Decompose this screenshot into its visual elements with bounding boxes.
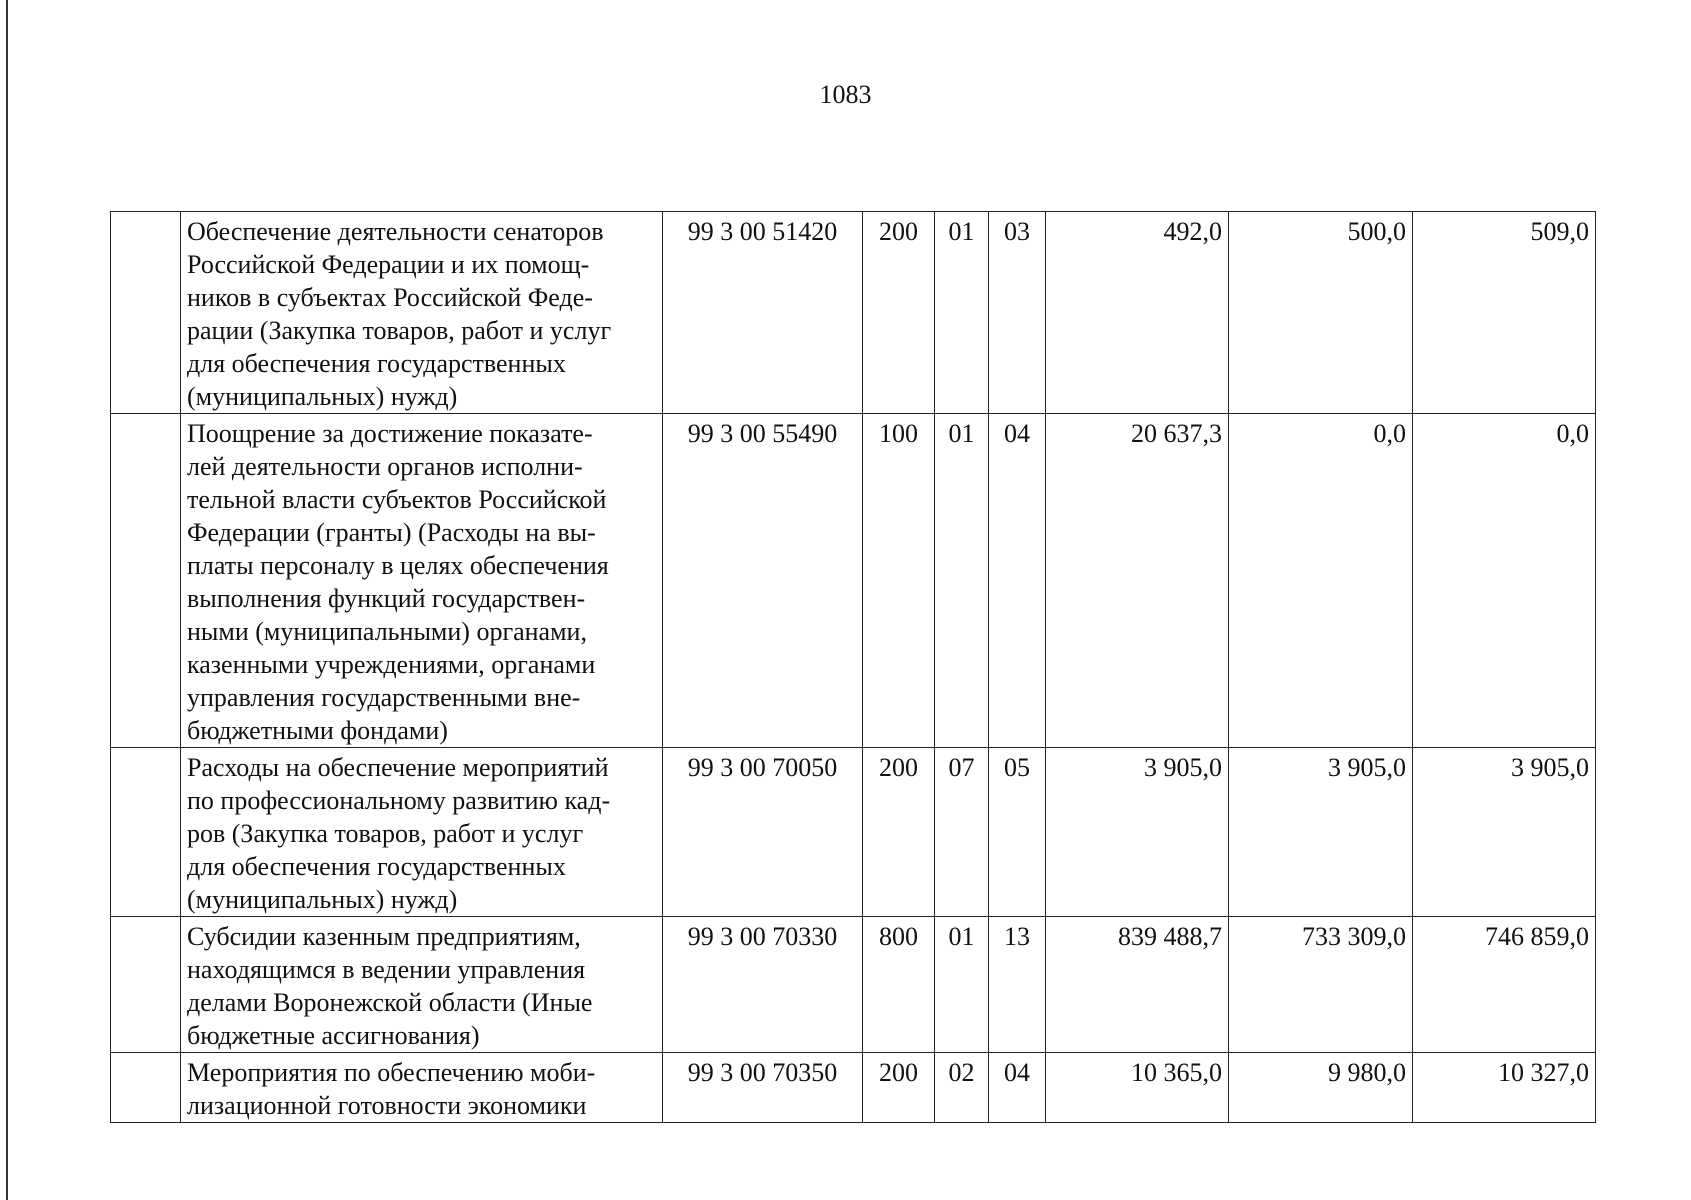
row-description-cell [181, 1053, 663, 1123]
description-line: Мероприятия по обеспечению моби- [187, 1058, 596, 1087]
row-amount-1-cell: 10 365,0 [1046, 1053, 1229, 1123]
row-expense-type-cell: 800 [863, 917, 935, 1053]
description-line: Расходы на обеспечение мероприятий [187, 753, 609, 782]
description-line: Субсидии казенным предприятиям, [187, 922, 581, 951]
table-row [111, 917, 1596, 1053]
page-number: 1083 [819, 80, 872, 109]
row-target-code-cell: 99 3 00 51420 [663, 212, 863, 414]
row-amount-1-cell: 839 488,7 [1046, 917, 1229, 1053]
table-row [111, 212, 1596, 414]
description-line: делами Воронежской области (Иные [187, 988, 593, 1017]
row-description-cell [181, 414, 663, 748]
row-subsection-cell: 05 [989, 748, 1046, 917]
row-expense-type-cell: 200 [863, 748, 935, 917]
description-line: бюджетными фондами) [187, 716, 448, 745]
description-line: ными (муниципальными) органами, [187, 617, 587, 646]
row-target-code-cell: 99 3 00 55490 [663, 414, 863, 748]
row-description-cell [181, 748, 663, 917]
table-row [111, 1053, 1596, 1123]
row-amount-2-cell: 733 309,0 [1229, 917, 1413, 1053]
row-target-code-cell: 99 3 00 70330 [663, 917, 863, 1053]
row-amount-3-cell: 746 859,0 [1413, 917, 1596, 1053]
description-line: платы персоналу в целях обеспечения [187, 551, 609, 580]
description-line: Российской Федерации и их помощ- [187, 250, 590, 279]
description-line: Поощрение за достижение показате- [187, 419, 593, 448]
row-section-cell: 01 [935, 917, 989, 1053]
row-subsection-cell: 03 [989, 212, 1046, 414]
description-line: лей деятельности органов исполни- [187, 452, 583, 481]
description-line: тельной власти субъектов Российской [187, 485, 607, 514]
description-line: по профессиональному развитию кад- [187, 786, 611, 815]
page-left-edge [6, 0, 8, 1200]
row-amount-2-cell: 9 980,0 [1229, 1053, 1413, 1123]
row-expense-type-cell: 100 [863, 414, 935, 748]
row-number-cell [111, 212, 181, 414]
description-line: для обеспечения государственных [187, 852, 566, 881]
description-line: находящимся в ведении управления [187, 955, 586, 984]
table-body [111, 212, 1596, 1123]
description-line: рации (Закупка товаров, работ и услуг [187, 316, 612, 345]
row-amount-3-cell: 10 327,0 [1413, 1053, 1596, 1123]
row-subsection-cell: 13 [989, 917, 1046, 1053]
budget-table [110, 211, 1596, 1123]
row-target-code-cell: 99 3 00 70050 [663, 748, 863, 917]
table-row [111, 414, 1596, 748]
description-line: казенными учреждениями, органами [187, 650, 596, 679]
row-number-cell [111, 414, 181, 748]
row-number-cell [111, 917, 181, 1053]
row-section-cell: 07 [935, 748, 989, 917]
table-row [111, 748, 1596, 917]
row-amount-1-cell: 20 637,3 [1046, 414, 1229, 748]
row-amount-2-cell: 500,0 [1229, 212, 1413, 414]
row-number-cell [111, 748, 181, 917]
row-amount-2-cell: 3 905,0 [1229, 748, 1413, 917]
description-line: ров (Закупка товаров, работ и услуг [187, 819, 584, 848]
row-number-cell [111, 1053, 181, 1123]
row-subsection-cell: 04 [989, 1053, 1046, 1123]
row-target-code-cell: 99 3 00 70350 [663, 1053, 863, 1123]
row-section-cell: 01 [935, 414, 989, 748]
row-amount-3-cell: 3 905,0 [1413, 748, 1596, 917]
row-description-cell [181, 212, 663, 414]
description-line: ников в субъектах Российской Феде- [187, 283, 593, 312]
row-amount-3-cell: 0,0 [1413, 414, 1596, 748]
row-section-cell: 01 [935, 212, 989, 414]
description-line: (муниципальных) нужд) [187, 885, 458, 914]
description-line: Обеспечение деятельности сенаторов [187, 217, 604, 246]
description-line: для обеспечения государственных [187, 349, 566, 378]
row-subsection-cell: 04 [989, 414, 1046, 748]
row-amount-2-cell: 0,0 [1229, 414, 1413, 748]
description-line: бюджетные ассигнования) [187, 1021, 480, 1050]
row-expense-type-cell: 200 [863, 1053, 935, 1123]
row-section-cell: 02 [935, 1053, 989, 1123]
row-expense-type-cell: 200 [863, 212, 935, 414]
description-line: выполнения функций государствен- [187, 584, 586, 613]
row-amount-1-cell: 3 905,0 [1046, 748, 1229, 917]
description-line: Федерации (гранты) (Расходы на вы- [187, 518, 596, 547]
description-line: (муниципальных) нужд) [187, 382, 458, 411]
description-line: управления государственными вне- [187, 683, 581, 712]
row-description-cell [181, 917, 663, 1053]
description-line: лизационной готовности экономики [187, 1091, 587, 1120]
row-amount-3-cell: 509,0 [1413, 212, 1596, 414]
row-amount-1-cell: 492,0 [1046, 212, 1229, 414]
